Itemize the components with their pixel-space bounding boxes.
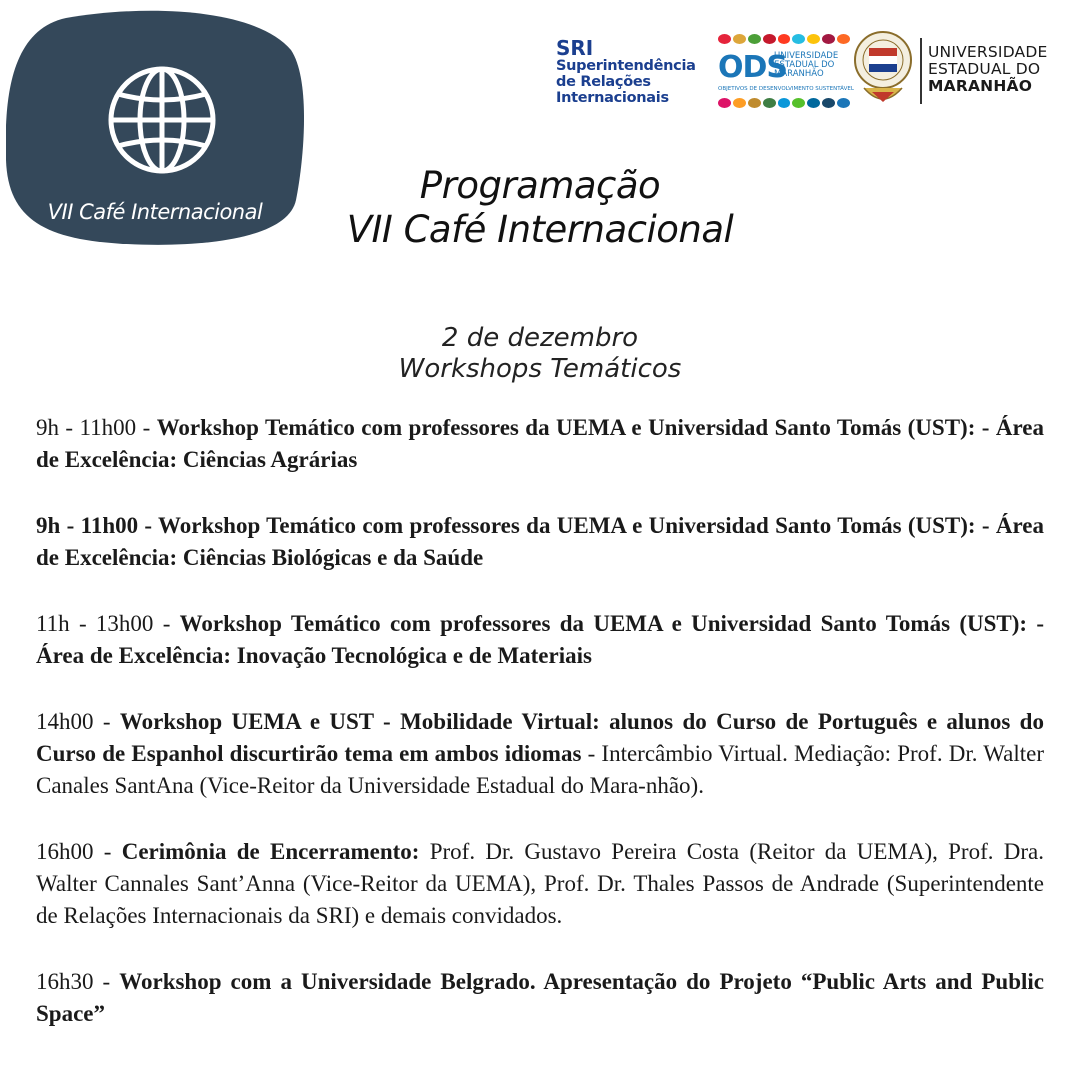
uema-line-3: MARANHÃO — [928, 77, 1033, 95]
sri-line-1: Superintendência — [556, 58, 696, 74]
event-title: Workshop Temático com professores da UEMA e Universidad Santo Tomás (UST): - Área de Excelência: Ciências Agrárias — [36, 415, 1044, 472]
ods-word: ODS — [718, 50, 788, 85]
event-details: - Intercâmbio Virtual. Mediação: Prof. Dr. Walter Canales SantAna (Vice-Reitor da Universidade Estadual do Mara-nhão). — [36, 741, 1044, 798]
ods-color-dots-bottom — [718, 98, 850, 110]
subtitle-date: 2 de dezembro — [441, 323, 639, 353]
event-time: 14h00 - — [36, 709, 120, 734]
uema-wordmark — [928, 44, 1047, 95]
event-title: Workshop UEMA e UST - Mobilidade Virtual: alunos do Curso de Português e alunos do Curso de Espanhol discurtirão tema em ambos idiomas — [36, 709, 1044, 766]
sri-abbr: SRI — [556, 36, 594, 60]
event-title: Workshop Temático com professores da UEMA e Universidad Santo Tomás (UST): - Área de Excelência: Inovação Tecnológica e de Materiais — [36, 611, 1045, 668]
logo-divider — [920, 38, 922, 104]
event-time: 16h00 - — [36, 839, 122, 864]
sri-logo — [556, 38, 696, 106]
globe-icon — [111, 69, 213, 171]
event-time: 9h - 11h00 - — [36, 415, 157, 440]
uema-line-2: ESTADUAL DO — [928, 60, 1041, 78]
schedule-list — [36, 412, 1044, 1030]
title-line-2: VII Café Internacional — [346, 208, 734, 251]
badge-label: VII Café Internacional — [47, 200, 263, 224]
schedule-item — [36, 412, 1044, 476]
schedule-item — [36, 706, 1044, 802]
header-logos — [556, 30, 1056, 120]
ods-objectives: OBJETIVOS DE DESENVOLVIMENTO SUSTENTÁVEL — [718, 86, 854, 92]
ods-color-dots-top — [718, 34, 850, 46]
sri-line-3: Internacionais — [556, 90, 669, 106]
event-time: 11h - 13h00 - — [36, 611, 180, 636]
event-details: Prof. Dr. Gustavo Pereira Costa (Reitor da UEMA), Prof. Dra. Walter Cannales Sant’Anna (Vice-Reitor da UEMA), Prof. Dr. Thales Passos de Andrade (Superintendente de Relações Internacionais da SRI) e demais convidados. — [36, 839, 1045, 928]
event-title: Workshop Temático com professores da UEMA e Universidad Santo Tomás (UST): - Área de Excelência: Ciências Biológicas e da Saúde — [36, 513, 1044, 570]
uema-crest-icon — [852, 30, 914, 114]
page-subtitle — [290, 323, 790, 385]
event-title: Cerimônia de Encerramento: — [121, 839, 420, 864]
ods-wordmark — [718, 50, 854, 94]
title-line-1: Programação — [419, 164, 661, 207]
page-title — [240, 164, 840, 252]
ods-university: UNIVERSIDADE ESTADUAL DO MARANHÃO — [774, 51, 839, 79]
event-time: 9h - 11h00 - — [36, 513, 158, 538]
sri-line-2: de Relações — [556, 74, 651, 90]
schedule-item — [36, 966, 1044, 1030]
uema-line-1: UNIVERSIDADE — [928, 43, 1048, 61]
subtitle-topic: Workshops Temáticos — [398, 354, 682, 384]
event-title: Workshop com a Universidade Belgrado. Apresentação do Projeto “Public Arts and Public Space” — [36, 969, 1044, 1026]
event-time: 16h30 - — [36, 969, 120, 994]
schedule-item — [36, 510, 1044, 574]
schedule-item — [36, 836, 1044, 932]
ods-logo — [718, 34, 854, 114]
schedule-item — [36, 608, 1044, 672]
